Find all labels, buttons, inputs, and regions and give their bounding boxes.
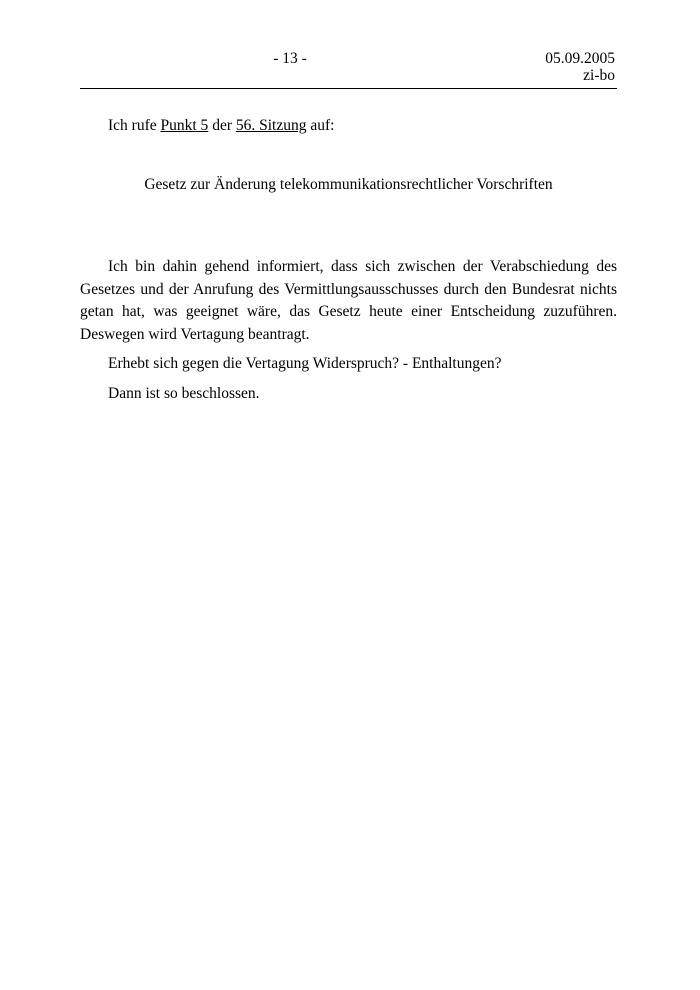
paragraph: Erhebt sich gegen die Vertagung Widerspruch? - Enthaltungen?: [108, 355, 502, 372]
session-reference: 56. Sitzung: [235, 117, 307, 134]
page-number: - 13 -: [273, 50, 307, 67]
paragraph: Dann ist so beschlossen.: [108, 384, 260, 402]
intro-text-before: Ich rufe: [108, 117, 161, 134]
header-initials: zi-bo: [583, 67, 615, 84]
header-date: 05.09.2005: [545, 50, 615, 67]
agenda-item-reference: Punkt 5: [160, 117, 209, 134]
agenda-call: [80, 115, 617, 137]
intro-text-middle: der: [208, 117, 236, 134]
paragraph: Ich bin dahin gehend informiert, dass sich zwischen der Verabschiedung des Gesetzes und der Anrufung des Vermittlungsausschusses durch den Bundesrat nichts getan hat, was geeignet wäre, das Gesetz heute einer Entscheidung zuzuführen. Deswegen wird Vertagung beantragt.: [80, 258, 617, 343]
intro-text-after: auf:: [306, 117, 335, 134]
agenda-title: Gesetz zur Änderung telekommunikationsrechtlicher Vorschriften: [144, 176, 553, 193]
document-body: [80, 115, 617, 405]
header-meta: [545, 50, 615, 84]
page-header: [80, 50, 617, 89]
